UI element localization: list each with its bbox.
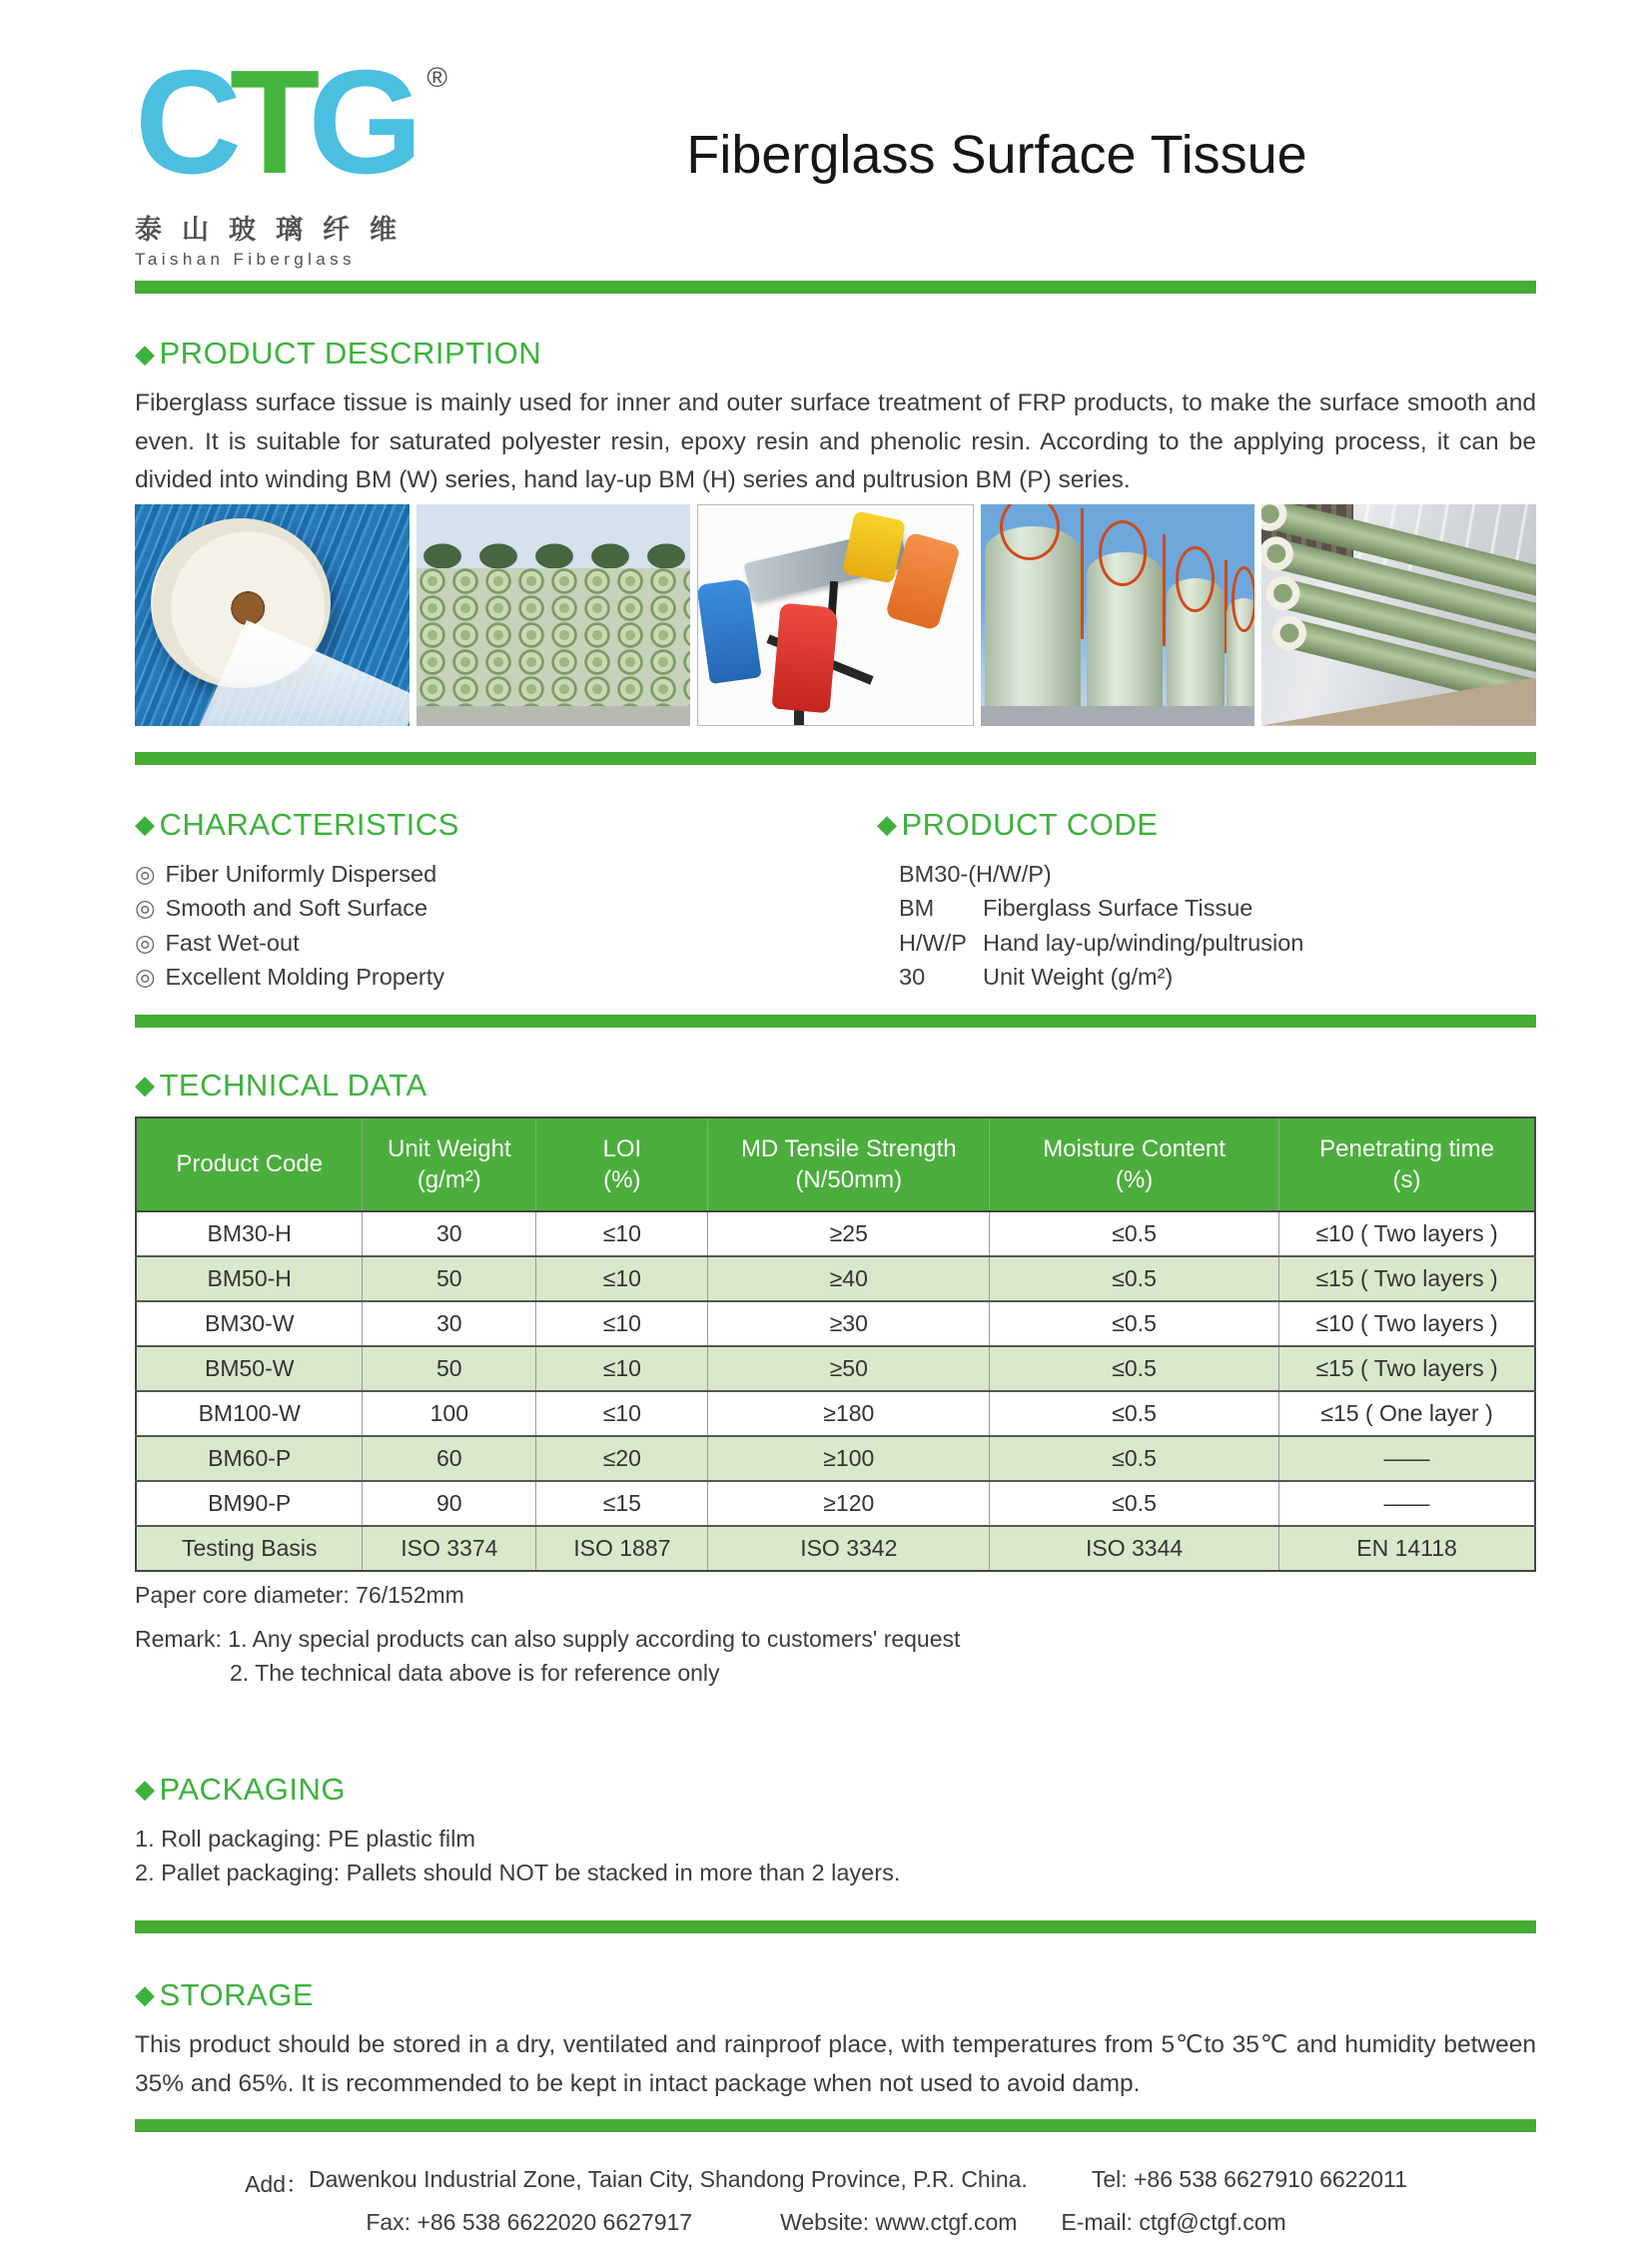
diamond-icon: ◆ <box>135 1774 156 1804</box>
diamond-icon: ◆ <box>135 1979 156 2009</box>
table-row <box>136 1391 1535 1436</box>
tank-shape <box>1087 552 1163 708</box>
section-heading-storage <box>135 1977 1536 2013</box>
photo-pipes-warehouse <box>1261 504 1536 726</box>
section-heading-packaging <box>135 1772 1536 1808</box>
registered-trademark-icon: ® <box>426 62 448 93</box>
section-title: PRODUCT DESCRIPTION <box>159 336 542 371</box>
red-chair-shape <box>772 602 839 713</box>
packaging-list <box>0 1822 1652 1890</box>
logo-letter-t: T <box>229 40 309 205</box>
table-cell: 30 <box>363 1301 536 1346</box>
table-cell: 30 <box>363 1211 536 1256</box>
table-cell: ≥100 <box>708 1436 990 1481</box>
diamond-icon: ◆ <box>877 809 898 839</box>
product-code-row: 30 Unit Weight (g/m²) <box>899 964 1174 990</box>
table-cell: BM60-P <box>136 1436 363 1481</box>
table-cell: ≥40 <box>708 1256 990 1301</box>
floor-shape <box>1261 678 1536 726</box>
table-cell: ≥25 <box>708 1211 990 1256</box>
table-cell: BM50-H <box>136 1256 363 1301</box>
table-cell: Testing Basis <box>136 1526 363 1571</box>
table-cell: ≤0.5 <box>990 1436 1279 1481</box>
storage-text: This product should be stored in a dry, ventilated and rainproof place, with temperatures from 5℃to 35℃ and humidity between 35% and 65%. It is recommended to be kept in intact package when not used to avoid damp. <box>135 2030 1536 2097</box>
ctg-logo-icon <box>135 40 448 205</box>
table-header-cell: LOI (%) <box>536 1118 708 1211</box>
table-notes <box>135 1580 1536 1688</box>
table-cell: ≥50 <box>708 1346 990 1391</box>
bullseye-bullet-icon: ◎ <box>135 895 156 921</box>
footer-website: Website: www.ctgf.com <box>780 2208 1018 2235</box>
section-title: TECHNICAL DATA <box>159 1067 427 1103</box>
section-characteristics <box>135 807 877 995</box>
table-header-cell: Moisture Content (%) <box>990 1118 1279 1211</box>
table-row <box>136 1346 1535 1391</box>
section-title: PACKAGING <box>159 1771 347 1807</box>
table-cell: —— <box>1279 1481 1535 1526</box>
table-row <box>136 1211 1535 1256</box>
table-row <box>136 1436 1535 1481</box>
green-divider <box>135 2119 1536 2132</box>
pipe-stack-shape <box>416 568 691 706</box>
section-product-code <box>877 807 1536 995</box>
section-heading-technical-data <box>135 1068 1536 1104</box>
bullseye-bullet-icon: ◎ <box>135 860 156 887</box>
bullseye-bullet-icon: ◎ <box>135 964 156 990</box>
table-cell: ≤10 <box>536 1301 708 1346</box>
diamond-icon: ◆ <box>135 1070 156 1100</box>
table-cell: ≥30 <box>708 1301 990 1346</box>
table-header-cell: Product Code <box>136 1118 363 1211</box>
table-row <box>136 1481 1535 1526</box>
tank-shape <box>985 526 1081 708</box>
table-cell: BM30-H <box>136 1211 363 1256</box>
table-cell: ≤0.5 <box>990 1211 1279 1256</box>
diamond-icon: ◆ <box>135 338 156 369</box>
table-cell: ≤10 ( Two layers ) <box>1279 1211 1535 1256</box>
diamond-icon: ◆ <box>135 809 156 839</box>
section-heading-product-code <box>877 807 1536 843</box>
photo-strip <box>135 504 1536 726</box>
footer-line-2 <box>0 2209 1652 2236</box>
ladder-cage-shape <box>1099 520 1148 586</box>
table-cell: ≤10 <box>536 1211 708 1256</box>
header <box>0 0 1652 281</box>
table-header-cell: Unit Weight (g/m²) <box>363 1118 536 1211</box>
section-heading-characteristics <box>135 807 877 843</box>
ground-shape <box>981 706 1255 726</box>
table-cell: ISO 3344 <box>990 1526 1279 1571</box>
characteristics-list <box>135 857 877 995</box>
section-title: PRODUCT CODE <box>901 806 1159 842</box>
list-item: ◎ Excellent Molding Property <box>135 960 877 995</box>
table-cell: ≤0.5 <box>990 1481 1279 1526</box>
photo-frp-furniture <box>697 504 974 726</box>
footer-address: Dawenkou Industrial Zone, Taian City, Shandong Province, P.R. China. <box>309 2165 1028 2192</box>
product-code-row: BM Fiberglass Surface Tissue <box>899 895 1253 921</box>
table-cell: EN 14118 <box>1279 1526 1535 1571</box>
product-code-row: H/W/P Hand lay-up/winding/pultrusion <box>899 929 1304 956</box>
table-cell: BM50-W <box>136 1346 363 1391</box>
table-cell: —— <box>1279 1436 1535 1481</box>
brand-name-chinese: 泰 山 玻 璃 纤 维 <box>135 215 397 245</box>
product-code-value: BM30-(H/W/P) <box>899 860 1052 887</box>
table-cell: ≤20 <box>536 1436 708 1481</box>
bullseye-bullet-icon: ◎ <box>135 929 156 956</box>
footer <box>0 2166 1652 2236</box>
section-heading-product-description <box>135 336 1536 372</box>
green-divider <box>135 1015 1536 1028</box>
table-cell: 50 <box>363 1256 536 1301</box>
footer-fax: Fax: +86 538 6622020 6627917 <box>366 2208 693 2235</box>
table-cell: 50 <box>363 1346 536 1391</box>
photo-stacked-pipes <box>416 504 691 726</box>
list-item: ◎ Fiber Uniformly Dispersed <box>135 857 877 892</box>
table-cell: ≥120 <box>708 1481 990 1526</box>
table-cell: ISO 3342 <box>708 1526 990 1571</box>
note-remark-2: 2. The technical data above is for reference only <box>230 1659 720 1686</box>
company-logo <box>135 40 448 270</box>
table-header-row <box>136 1118 1535 1211</box>
ground-shape <box>416 706 691 726</box>
table-cell: ≤15 <box>536 1481 708 1526</box>
table-cell: ≤10 <box>536 1391 708 1436</box>
table-row <box>136 1526 1535 1571</box>
table-cell: BM100-W <box>136 1391 363 1436</box>
table-cell: ≤10 ( Two layers ) <box>1279 1301 1535 1346</box>
list-item: 1. Roll packaging: PE plastic film <box>135 1825 475 1852</box>
table-header-cell: MD Tensile Strength (N/50mm) <box>708 1118 990 1211</box>
footer-tel: Tel: +86 538 6627910 6622011 <box>1091 2165 1407 2192</box>
footer-address-label: Add： <box>245 2170 309 2197</box>
table-cell: ISO 3374 <box>363 1526 536 1571</box>
table-cell: 90 <box>363 1481 536 1526</box>
table-cell: ≤0.5 <box>990 1346 1279 1391</box>
green-divider <box>135 1920 1536 1933</box>
brand-name-english: Taishan Fiberglass <box>135 250 356 269</box>
green-divider <box>135 281 1536 294</box>
table-cell: ≤10 <box>536 1256 708 1301</box>
ladder-cage-shape <box>1000 504 1060 560</box>
table-row <box>136 1256 1535 1301</box>
table-cell: ≤15 ( Two layers ) <box>1279 1346 1535 1391</box>
table-cell: ISO 1887 <box>536 1526 708 1571</box>
table-cell: ≥180 <box>708 1391 990 1436</box>
table-cell: BM90-P <box>136 1481 363 1526</box>
photo-frp-tanks <box>981 504 1255 726</box>
table-cell: ≤0.5 <box>990 1391 1279 1436</box>
footer-line-1 <box>0 2166 1652 2199</box>
table-cell: ≤0.5 <box>990 1256 1279 1301</box>
table-row <box>136 1301 1535 1346</box>
footer-email: E-mail: ctgf@ctgf.com <box>1061 2208 1286 2235</box>
list-item: 2. Pallet packaging: Pallets should NOT be stacked in more than 2 layers. <box>135 1860 901 1885</box>
table-cell: 60 <box>363 1436 536 1481</box>
table-cell: ≤0.5 <box>990 1301 1279 1346</box>
product-description-text: Fiberglass surface tissue is mainly used for inner and outer surface treatment of FRP products, to make the surface smooth and even. It is suitable for saturated polyester resin, epoxy resin and phenolic resin. According to the applying process, it can be divided into winding BM (W) series, hand lay-up BM (H) series and pultrusion BM (P) series. <box>135 389 1536 493</box>
green-divider <box>135 752 1536 765</box>
table-cell: ≤15 ( Two layers ) <box>1279 1256 1535 1301</box>
ladder-shape <box>1081 508 1084 639</box>
note-remark-1: Remark: 1. Any special products can also supply according to customers' request <box>135 1625 961 1652</box>
table-cell: ≤15 ( One layer ) <box>1279 1391 1535 1436</box>
table-header-cell: Penetrating time (s) <box>1279 1118 1535 1211</box>
table-cell: ≤10 <box>536 1346 708 1391</box>
table-cell: 100 <box>363 1391 536 1436</box>
note-paper-core: Paper core diameter: 76/152mm <box>135 1581 464 1608</box>
list-item: ◎ Smooth and Soft Surface <box>135 891 877 926</box>
technical-data-table <box>135 1117 1536 1572</box>
tank-shape <box>1227 598 1255 708</box>
section-title: CHARACTERISTICS <box>159 806 459 842</box>
section-title: STORAGE <box>159 1976 315 2012</box>
photo-tissue-roll <box>135 504 410 726</box>
ladder-cage-shape <box>1176 546 1214 612</box>
logo-letter-g: G <box>308 40 412 205</box>
ladder-shape <box>1163 534 1166 646</box>
table-cell: BM30-W <box>136 1301 363 1346</box>
characteristics-productcode-row <box>135 807 1536 995</box>
tank-shape <box>1167 578 1225 708</box>
ladder-cage-shape <box>1232 566 1254 632</box>
page-title: Fiberglass Surface Tissue <box>686 125 1307 185</box>
list-item: ◎ Fast Wet-out <box>135 926 877 961</box>
logo-letter-c: C <box>135 40 230 205</box>
product-code-block <box>899 857 1536 995</box>
